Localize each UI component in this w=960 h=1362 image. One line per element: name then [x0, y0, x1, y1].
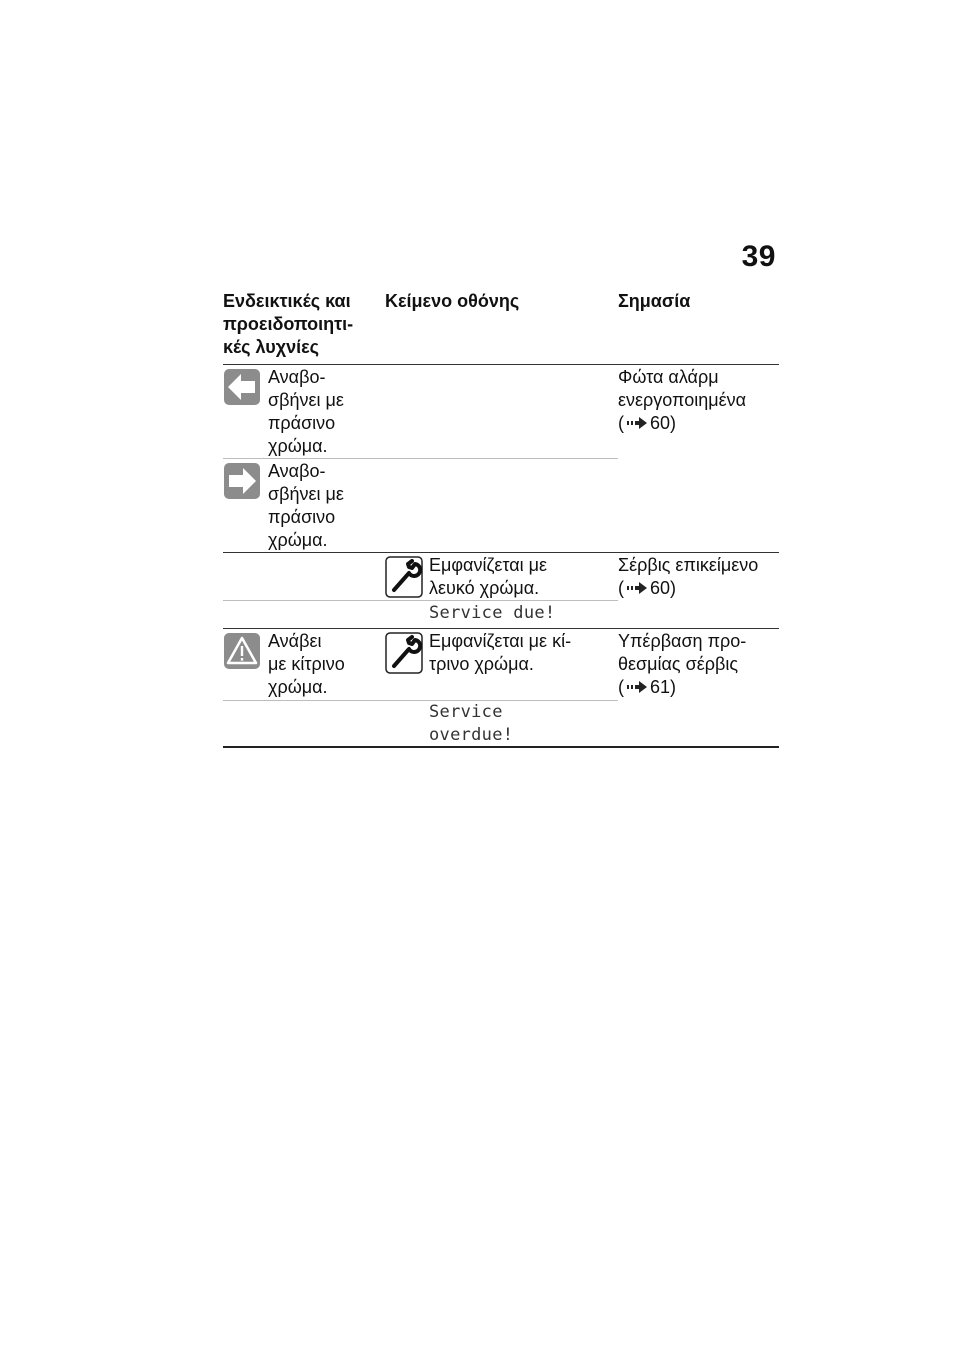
- row2-lamp-text: [268, 460, 344, 552]
- row4-lamp-line: με κίτρινο: [268, 654, 345, 674]
- rows1-2-meaning-line: Φώτα αλάρμ: [618, 367, 719, 387]
- header-divider: [223, 364, 779, 365]
- header-indicators-line: Ενδεικτικές και: [223, 291, 351, 311]
- page-reference-arrow-icon: [626, 417, 648, 429]
- row3-display-line: λευκό χρώμα.: [429, 578, 540, 598]
- row4-display-text: [429, 630, 571, 676]
- row3-meaning-line: Σέρβις επικείμενο: [618, 555, 759, 575]
- row1-lamp-line: Αναβο-: [268, 367, 326, 387]
- row3-meaning: [618, 554, 758, 600]
- row1-lamp-line: σβήνει με: [268, 390, 344, 410]
- rows1-2-meaning: [618, 366, 746, 435]
- header-indicators-line: προειδοποιητι-: [223, 314, 354, 334]
- row3-message-line: Service due!: [429, 603, 556, 623]
- row4-message-line: overdue!: [429, 725, 514, 745]
- row1-lamp-line: πράσινο: [268, 413, 336, 433]
- row2-lamp-line: πράσινο: [268, 507, 336, 527]
- right-arrow-green-icon: [223, 462, 261, 500]
- row2-lamp-line: Αναβο-: [268, 461, 326, 481]
- page-number: 39: [741, 240, 776, 273]
- header-meaning: Σημασία: [618, 291, 691, 311]
- row2-lamp-line: χρώμα.: [268, 530, 328, 550]
- wrench-icon: [385, 556, 423, 598]
- rows1-2-reference[interactable]: [618, 412, 746, 435]
- warning-triangle-icon: [223, 632, 261, 670]
- row4-lamp-text: [268, 630, 345, 699]
- header-display-text: Κείμενο οθόνης: [385, 291, 520, 311]
- row3-bottom-divider: [223, 628, 779, 629]
- row4-lamp-line: χρώμα.: [268, 677, 328, 697]
- row4-meaning-line: θεσμίας σέρβις: [618, 654, 738, 674]
- ref-page: 60): [650, 578, 677, 598]
- row4-lamp-line: Ανάβει: [268, 631, 322, 651]
- row3-reference[interactable]: [618, 577, 758, 600]
- row4-display-message: [429, 701, 513, 747]
- row4-divider: [223, 700, 618, 701]
- row2-lamp-line: σβήνει με: [268, 484, 344, 504]
- row4-display-line: τρινο χρώμα.: [429, 654, 534, 674]
- row3-display-text: [429, 554, 547, 600]
- header-indicators-line: κές λυχνίες: [223, 337, 320, 357]
- ref-prefix: (: [618, 413, 624, 433]
- header-indicators: [223, 290, 373, 359]
- ref-page: 60): [650, 413, 677, 433]
- table-bottom-rule: [223, 746, 779, 748]
- page-reference-arrow-icon: [626, 582, 648, 594]
- row3-display-message: [429, 602, 555, 625]
- rows1-2-meaning-line: ενεργοποιημένα: [618, 390, 747, 410]
- row2-divider: [223, 552, 779, 553]
- row4-reference[interactable]: [618, 676, 746, 699]
- left-arrow-green-icon: [223, 368, 261, 406]
- row4-meaning-line: Υπέρβαση προ-: [618, 631, 747, 651]
- row1-lamp-line: χρώμα.: [268, 436, 328, 456]
- ref-prefix: (: [618, 578, 624, 598]
- row4-message-line: Service: [429, 702, 503, 722]
- row3-divider: [223, 600, 618, 601]
- row1-divider: [223, 458, 618, 459]
- ref-prefix: (: [618, 677, 624, 697]
- wrench-icon: [385, 632, 423, 674]
- row4-meaning: [618, 630, 746, 699]
- row3-display-line: Εμφανίζεται με: [429, 555, 548, 575]
- ref-page: 61): [650, 677, 677, 697]
- page-reference-arrow-icon: [626, 681, 648, 693]
- row1-lamp-text: [268, 366, 344, 458]
- row4-display-line: Εμφανίζεται με κί-: [429, 631, 572, 651]
